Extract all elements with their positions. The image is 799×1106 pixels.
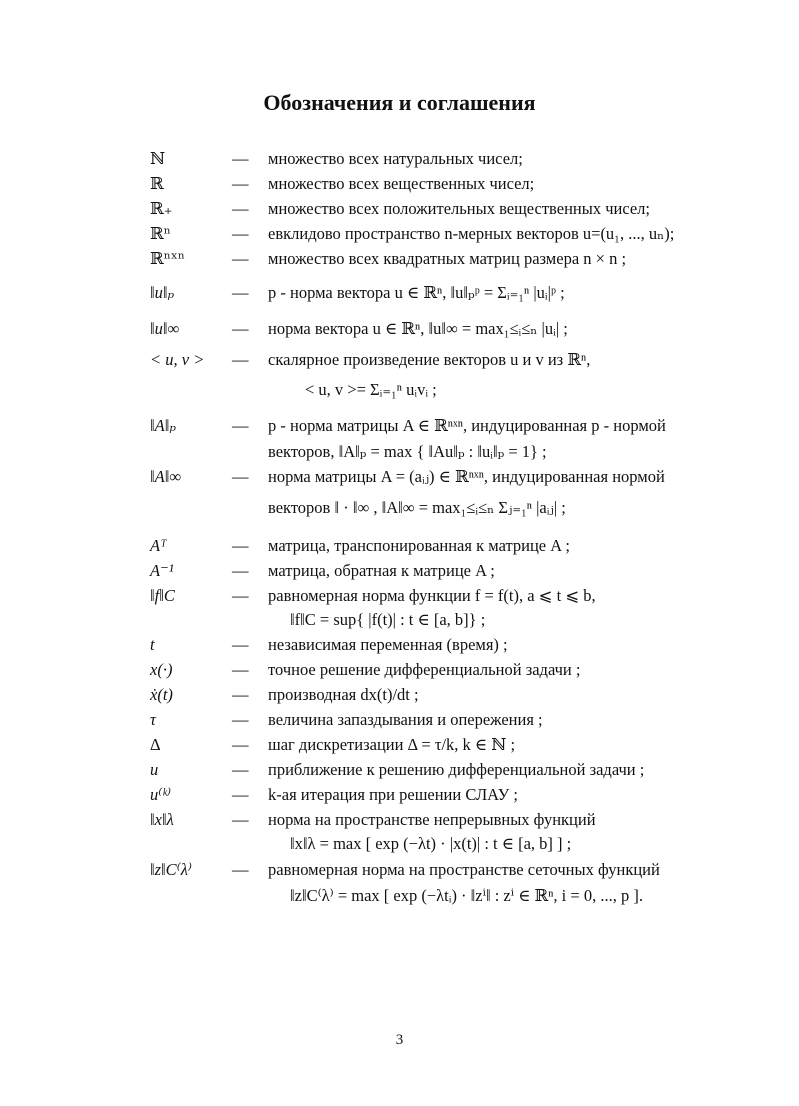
notation-row	[0, 534, 799, 558]
notation-symbol: ‖f‖C	[150, 586, 175, 605]
notation-symbol: u⁽ᵏ⁾	[150, 785, 171, 804]
notation-row	[0, 584, 799, 608]
notation-symbol: ẋ(t)	[150, 685, 173, 704]
notation-row	[0, 758, 799, 782]
notation-symbol: x(·)	[150, 660, 173, 679]
notation-row	[0, 247, 799, 271]
formula-continuation: векторов ‖ · ‖∞ , ‖A‖∞ = max₁≤ᵢ≤ₙ Σⱼ₌₁ⁿ |aᵢⱼ| ;	[268, 498, 566, 517]
dash: —	[232, 710, 249, 729]
notation-symbol: ‖u‖∞	[150, 319, 180, 338]
notation-symbol: Δ	[150, 735, 161, 754]
dash: —	[232, 224, 249, 243]
dash: —	[232, 785, 249, 804]
notation-row	[0, 559, 799, 583]
notation-row	[0, 808, 799, 832]
notation-row	[0, 348, 799, 372]
dash: —	[232, 660, 249, 679]
notation-symbol: t	[150, 635, 155, 654]
notation-description: независимая переменная (время) ;	[268, 635, 508, 654]
dash: —	[232, 685, 249, 704]
notation-row	[0, 708, 799, 732]
notation-row	[0, 281, 799, 305]
notation-description: производная dx(t)/dt ;	[268, 685, 419, 704]
notation-symbol: ℕ	[150, 149, 166, 168]
dash: —	[232, 249, 249, 268]
formula-continuation: ‖z‖C⁽λ⁾ = max [ exp (−λtᵢ) · ‖zⁱ‖ : zⁱ ∈ ℝⁿ, i = 0, ..., p ].	[290, 886, 643, 905]
notation-description: множество всех положительных вещественных чисел;	[268, 199, 650, 218]
notation-description: скалярное произведение векторов u и v из ℝⁿ,	[268, 350, 591, 369]
notation-row	[0, 172, 799, 196]
notation-row	[0, 783, 799, 807]
notation-description: матрица, обратная к матрице A ;	[268, 561, 495, 580]
notation-symbol: ‖z‖C⁽λ⁾	[150, 860, 192, 879]
dash: —	[232, 760, 249, 779]
notation-description: равномерная норма функции f = f(t), a ⩽ t ⩽ b,	[268, 586, 596, 605]
notation-row	[0, 633, 799, 657]
notation-symbol: u	[150, 760, 159, 779]
dash: —	[232, 283, 249, 302]
notation-symbol: ‖A‖ₚ	[150, 416, 176, 435]
notation-description: норма на пространстве непрерывных функций	[268, 810, 596, 829]
dash: —	[232, 536, 249, 555]
dash: —	[232, 149, 249, 168]
notation-description: точное решение дифференциальной задачи ;	[268, 660, 581, 679]
notation-symbol: τ	[150, 710, 156, 729]
notation-symbol: A⁻¹	[150, 561, 174, 580]
notation-description: шаг дискретизации Δ = τ/k, k ∈ ℕ ;	[268, 735, 516, 754]
formula-continuation: < u, v >= Σᵢ₌₁ⁿ uᵢvᵢ ;	[305, 380, 437, 399]
notation-row	[0, 147, 799, 171]
notation-description: множество всех натуральных чисел;	[268, 149, 523, 168]
notation-row	[0, 465, 799, 489]
notation-description: матрица, транспонированная к матрице A ;	[268, 536, 570, 555]
notation-symbol: ‖u‖ₚ	[150, 283, 175, 302]
dash: —	[232, 561, 249, 580]
notation-description: норма вектора u ∈ ℝⁿ, ‖u‖∞ = max₁≤ᵢ≤ₙ |uᵢ| ;	[268, 319, 568, 338]
dash: —	[232, 635, 249, 654]
page-title: Обозначения и соглашения	[263, 90, 536, 115]
notation-description: евклидово пространство n-мерных векторов u=(u₁, ..., uₙ);	[268, 224, 675, 243]
notation-row	[0, 222, 799, 246]
dash: —	[232, 174, 249, 193]
notation-row	[0, 197, 799, 221]
notation-description: k-ая итерация при решении СЛАУ ;	[268, 785, 518, 804]
notation-description: величина запаздывания и опережения ;	[268, 710, 543, 729]
notation-description: приближение к решению дифференциальной задачи ;	[268, 760, 645, 779]
dash: —	[232, 350, 249, 369]
notation-symbol: ℝⁿˣⁿ	[150, 249, 185, 268]
dash: —	[232, 735, 249, 754]
notation-row	[0, 733, 799, 757]
notation-row	[0, 683, 799, 707]
notation-symbol: ‖x‖λ	[150, 810, 174, 829]
notation-description: множество всех вещественных чисел;	[268, 174, 535, 193]
notation-description: равномерная норма на пространстве сеточных функций	[268, 860, 660, 879]
notation-row	[0, 858, 799, 882]
notation-description: множество всех квадратных матриц размера n × n ;	[268, 249, 627, 268]
dash: —	[232, 810, 249, 829]
formula-continuation: ‖x‖λ = max [ exp (−λt) · |x(t)| : t ∈ [a, b] ] ;	[290, 834, 572, 853]
notation-description: p - норма матрицы A ∈ ℝⁿˣⁿ, индуцированная p - нормой	[268, 416, 666, 435]
notation-symbol: < u, v >	[150, 350, 205, 369]
notation-symbol: ℝ₊	[150, 199, 173, 218]
dash: —	[232, 199, 249, 218]
notation-symbol: Aᵀ	[150, 536, 167, 555]
notation-symbol: ‖A‖∞	[150, 467, 182, 486]
notation-symbol: ℝⁿ	[150, 224, 171, 243]
notation-description: норма матрицы A = (aᵢⱼ) ∈ ℝⁿˣⁿ, индуцированная нормой	[268, 467, 665, 486]
dash: —	[232, 860, 249, 879]
dash: —	[232, 467, 249, 486]
dash: —	[232, 319, 249, 338]
notation-symbol: ℝ	[150, 174, 164, 193]
notation-row	[0, 414, 799, 438]
formula-continuation: векторов, ‖A‖ₚ = max { ‖Au‖ₚ : ‖uᵢ‖ₚ = 1} ;	[268, 442, 547, 461]
page-number: 3	[395, 1032, 404, 1048]
formula-continuation: ‖f‖C = sup{ |f(t)| : t ∈ [a, b]} ;	[290, 610, 486, 629]
dash: —	[232, 416, 249, 435]
dash: —	[232, 586, 249, 605]
notation-row	[0, 317, 799, 341]
notation-row	[0, 658, 799, 682]
notation-description: p - норма вектора u ∈ ℝⁿ, ‖u‖ₚᵖ = Σᵢ₌₁ⁿ |uᵢ|ᵖ ;	[268, 283, 565, 302]
